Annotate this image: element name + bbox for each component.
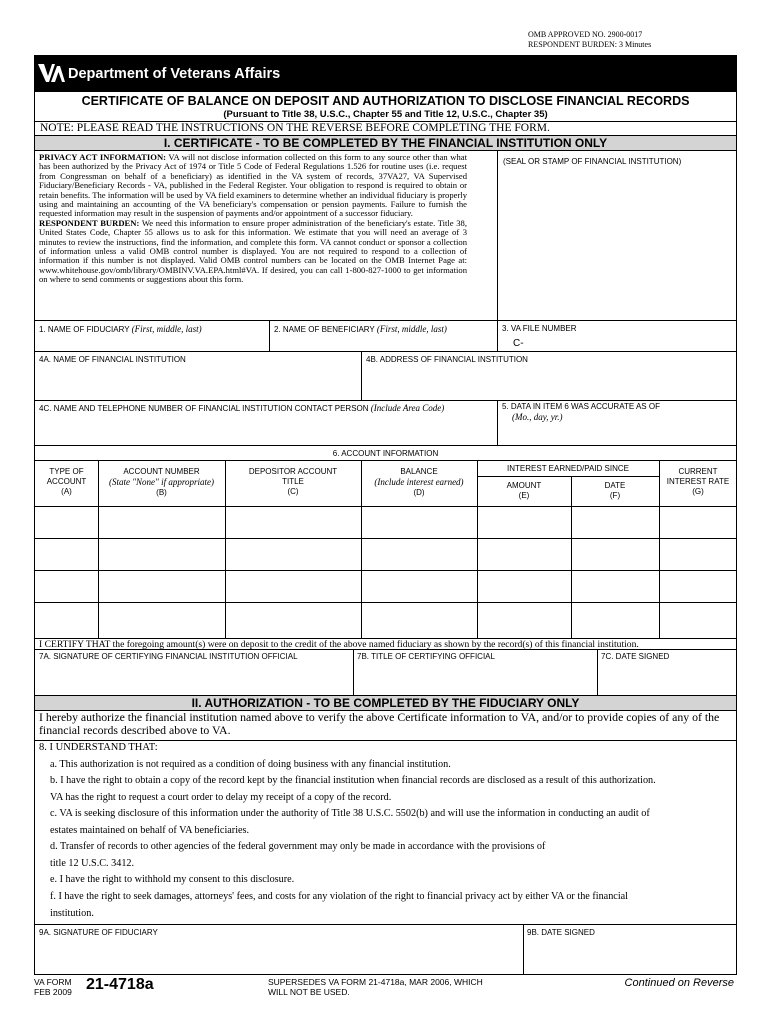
- col-rate-header: CURRENT INTEREST RATE (G): [666, 467, 730, 496]
- understand-item-b-cont: VA has the right to request a court order to delay my receipt of a copy of the record.: [50, 792, 392, 803]
- omb-info: [528, 30, 728, 50]
- understand-item-c: c. VA is seeking disclosure of this information under the authority of Title 38 U.S.C. 5502(b) and will use the information in conducting an audit of: [50, 808, 650, 819]
- col-account-number-header: ACCOUNT NUMBER (State "None" if appropriate) (B): [109, 467, 214, 497]
- account-info-title: 6. ACCOUNT INFORMATION: [332, 449, 439, 458]
- date-signed-9b-label: 9B. DATE SIGNED: [527, 928, 595, 937]
- form-number: 21-4718a: [86, 976, 154, 993]
- col-amount-header: AMOUNT (E): [506, 481, 542, 500]
- col-type-header: TYPE OF ACCOUNT (A): [46, 467, 87, 496]
- supersedes-note: SUPERSEDES VA FORM 21-4718a, MAR 2006, WHICH WILL NOT BE USED.: [268, 977, 483, 997]
- understand-heading: 8. I UNDERSTAND THAT:: [39, 742, 158, 753]
- privacy-heading: PRIVACY ACT INFORMATION:: [39, 152, 167, 162]
- department-header: [35, 56, 736, 92]
- accurate-date-field[interactable]: [499, 426, 735, 444]
- continued-note: Continued on Reverse: [624, 977, 734, 989]
- official-title-label: 7B. TITLE OF CERTIFYING OFFICIAL: [357, 652, 495, 661]
- seal-area[interactable]: [498, 168, 737, 320]
- institution-address-label: 4B. ADDRESS OF FINANCIAL INSTITUTION: [366, 355, 528, 364]
- burden-body: We need this information to ensure proper administration of the beneficiary's estate. Title 38, United States Code, Chapter 55 allows us to ask for this information. We estimate that you will need an average of 3 minutes to review the instructions, find the information, and complete this form. VA cannot conduct or sponsor a collection of information unless a valid OMB control number is displayed. You are not required to respond to a collection of information if this number is not displayed. Valid OMB control numbers can be located on the OMB Internet Page at: www.whitehouse.gov/omb/library/OMBINV.VA.EPA.html#VA. If desired, you can call 1-800-827-1000 to get information on where to send comments or suggestions about this form.: [39, 217, 467, 285]
- form-title: CERTIFICATE OF BALANCE ON DEPOSIT AND AUTHORIZATION TO DISCLOSE FINANCIAL RECORDS: [81, 94, 690, 108]
- account-row-3[interactable]: [35, 571, 736, 601]
- omb-approved: OMB APPROVED NO. 2900-0017: [528, 30, 643, 39]
- col-depositor-header: DEPOSITOR ACCOUNT TITLE (C): [248, 467, 338, 496]
- col-interest-header: INTEREST EARNED/PAID SINCE: [507, 464, 629, 473]
- institution-name-label: 4A. NAME OF FINANCIAL INSTITUTION: [39, 355, 186, 364]
- department-name: Department of Veterans Affairs: [68, 66, 281, 82]
- va-file-number-field[interactable]: C-: [513, 338, 524, 349]
- contact-person-field[interactable]: [37, 414, 495, 444]
- col-balance-header: BALANCE (Include interest earned) (D): [374, 467, 464, 497]
- institution-address-field[interactable]: [363, 366, 735, 398]
- accurate-date-label: 5. DATA IN ITEM 6 WAS ACCURATE AS OF (Mo., day, yr.): [502, 402, 660, 422]
- form-label: VA FORM FEB 2009: [34, 977, 72, 997]
- understand-item-f: f. I have the right to seek damages, attorneys' fees, and costs for any violation of the right to financial privacy act by either VA or the financial: [50, 891, 628, 902]
- signature-official-label: 7A. SIGNATURE OF CERTIFYING FINANCIAL INSTITUTION OFFICIAL: [39, 652, 298, 661]
- fiduciary-signature-field[interactable]: [37, 939, 521, 973]
- instructions-note: NOTE: PLEASE READ THE INSTRUCTIONS ON THE REVERSE BEFORE COMPLETING THE FORM.: [40, 122, 550, 134]
- account-row-1[interactable]: [35, 507, 736, 537]
- col-date-header: DATE (F): [604, 481, 626, 500]
- omb-burden: RESPONDENT BURDEN: 3 Minutes: [528, 40, 652, 49]
- date-signed-7c-label: 7C. DATE SIGNED: [601, 652, 670, 661]
- seal-label: (SEAL OR STAMP OF FINANCIAL INSTITUTION): [503, 157, 682, 166]
- fiduciary-name-field[interactable]: [37, 335, 267, 351]
- fiduciary-name-label: 1. NAME OF FIDUCIARY (First, middle, last): [39, 324, 202, 334]
- account-row-4[interactable]: [35, 603, 736, 637]
- burden-heading: RESPONDENT BURDEN:: [39, 217, 140, 228]
- understand-item-e: e. I have the right to withhold my consent to this disclosure.: [50, 874, 295, 885]
- authorization-text: I hereby authorize the financial institution named above to verify the above Certificate information to VA, and/or to provide copies of any of the financial records described above to VA.: [39, 710, 720, 737]
- understand-item-c-cont: estates maintained on behalf of VA beneficiaries.: [50, 825, 250, 836]
- official-title-field[interactable]: [355, 663, 595, 693]
- form-subtitle: (Pursuant to Title 38, U.S.C., Chapter 55 and Title 12, U.S.C., Chapter 35): [223, 109, 548, 120]
- understand-item-d-cont: title 12 U.S.C. 3412.: [50, 858, 135, 869]
- privacy-act-text: [39, 153, 467, 285]
- institution-name-field[interactable]: [37, 366, 359, 398]
- date-signed-9b-field[interactable]: [525, 939, 735, 973]
- privacy-body: VA will not disclose information collected on this form to any source other than what has been authorized by the Privacy Act of 1974 or Title 5 Code of Federal Regulations 1.526 for routine uses (i.e. request from Congressman on behalf of a beneficiary) as identified in the VA system of records, 37VA27, VA Supervised Fiduciary/Beneficiary Records - VA, published in the Federal Register. Your obligation to respond is required to obtain or retain benefits. The information will be used by VA field examiners to determine whether an individual fiduciary is properly using and maintaining an accounting of the VA beneficiary's compensation or pension payments. Failure to furnish the requested information may result in the suspension of payments and/or appointment of a successor fiduciary.: [39, 152, 467, 219]
- beneficiary-name-label: 2. NAME OF BENEFICIARY (First, middle, last): [274, 324, 447, 334]
- fiduciary-signature-label: 9A. SIGNATURE OF FIDUCIARY: [39, 928, 158, 937]
- account-row-2[interactable]: [35, 539, 736, 569]
- beneficiary-name-field[interactable]: [271, 335, 495, 351]
- va-form: [34, 55, 737, 975]
- signature-official-field[interactable]: [37, 663, 351, 693]
- understand-item-a: a. This authorization is not required as a condition of doing business with any financial institution.: [50, 759, 451, 770]
- understand-item-d: d. Transfer of records to other agencies of the federal government may only be made in accordance with the provisions of: [50, 841, 546, 852]
- certify-statement: I CERTIFY THAT the foregoing amount(s) were on deposit to the credit of the above named fiduciary as shown by the record(s) of this financial institution.: [39, 639, 639, 650]
- understand-item-b: b. I have the right to obtain a copy of the record kept by the financial institution when financial records are disclosed as a result of this authorization.: [50, 775, 656, 786]
- va-file-number-label: 3. VA FILE NUMBER: [502, 324, 577, 333]
- section-1-title: I. CERTIFICATE - TO BE COMPLETED BY THE FINANCIAL INSTITUTION ONLY: [35, 136, 736, 150]
- section-2-title: II. AUTHORIZATION - TO BE COMPLETED BY THE FIDUCIARY ONLY: [35, 696, 736, 710]
- date-signed-7c-field[interactable]: [599, 663, 735, 693]
- contact-person-label: 4C. NAME AND TELEPHONE NUMBER OF FINANCIAL INSTITUTION CONTACT PERSON (Include Area Code): [39, 403, 445, 413]
- va-logo-icon: [37, 61, 65, 87]
- understand-item-f-cont: institution.: [50, 908, 94, 919]
